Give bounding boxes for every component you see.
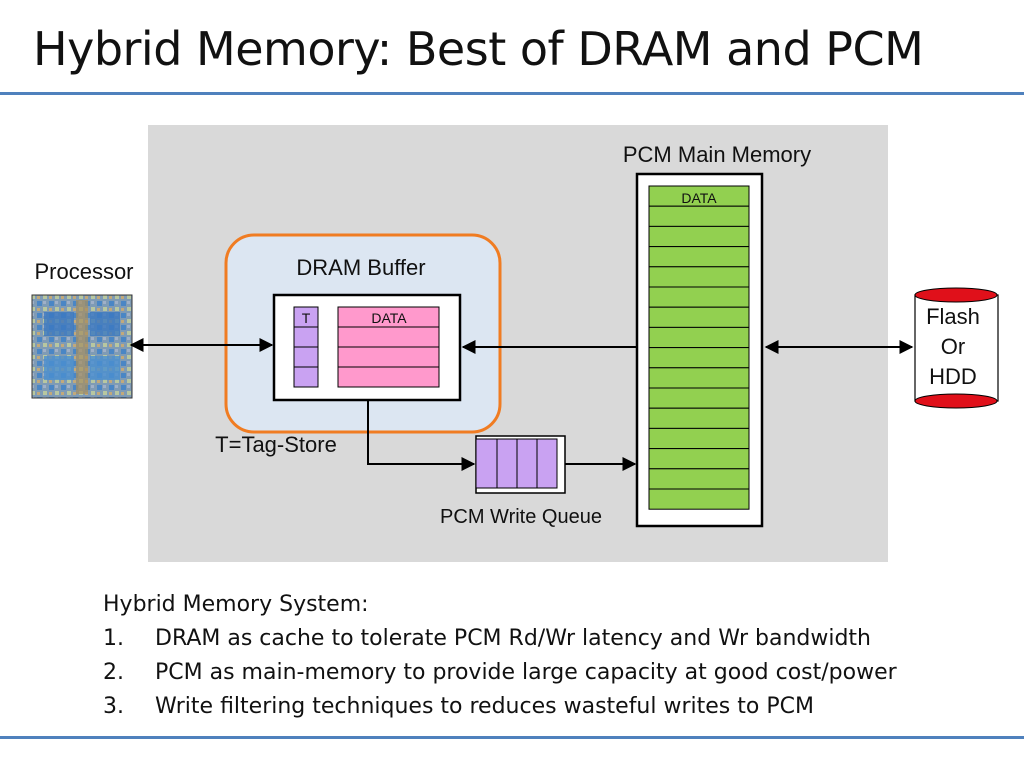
list-item: 3. Write filtering techniques to reduces wasteful writes to PCM [103, 694, 814, 719]
storage-label-or: Or [940, 334, 966, 359]
pcm-row [649, 287, 749, 307]
dram-data-label: DATA [371, 310, 407, 326]
slide-title: Hybrid Memory: Best of DRAM and PCM [33, 22, 924, 76]
pcm-data-rows [649, 186, 749, 509]
pcm-row [649, 469, 749, 489]
notes-list [103, 622, 897, 724]
storage-label-flash: Flash [926, 304, 980, 329]
pcm-row [649, 267, 749, 287]
notes-block [103, 588, 897, 724]
list-item: 2. PCM as main-memory to provide large capacity at good cost/power [103, 660, 897, 685]
pcm-row [649, 348, 749, 368]
processor-chip-image [32, 295, 132, 398]
pcm-data-label: DATA [681, 190, 717, 206]
pcm-row [649, 327, 749, 347]
pcm-write-queue-slots [476, 439, 557, 488]
pcm-row [649, 489, 749, 509]
tag-store-label: T=Tag-Store [215, 432, 337, 457]
pcm-row [649, 388, 749, 408]
storage-label-hdd: HDD [929, 364, 977, 389]
footer-divider [0, 736, 1024, 739]
pcm-main-memory-label: PCM Main Memory [622, 142, 812, 167]
pcm-row [649, 307, 749, 327]
pcm-row [649, 247, 749, 267]
pcm-row [649, 449, 749, 469]
tag-column-label: T [301, 310, 311, 326]
pcm-row [649, 368, 749, 388]
pcm-row [649, 408, 749, 428]
list-item: 1. DRAM as cache to tolerate PCM Rd/Wr latency and Wr bandwidth [103, 626, 871, 651]
pcm-row [649, 428, 749, 448]
processor-label: Processor [34, 259, 134, 284]
pcm-row [649, 206, 749, 226]
notes-heading: Hybrid Memory System: [103, 592, 369, 617]
pcm-write-queue-label: PCM Write Queue [440, 506, 602, 528]
dram-buffer-label: DRAM Buffer [296, 255, 426, 280]
pcm-row [649, 226, 749, 246]
